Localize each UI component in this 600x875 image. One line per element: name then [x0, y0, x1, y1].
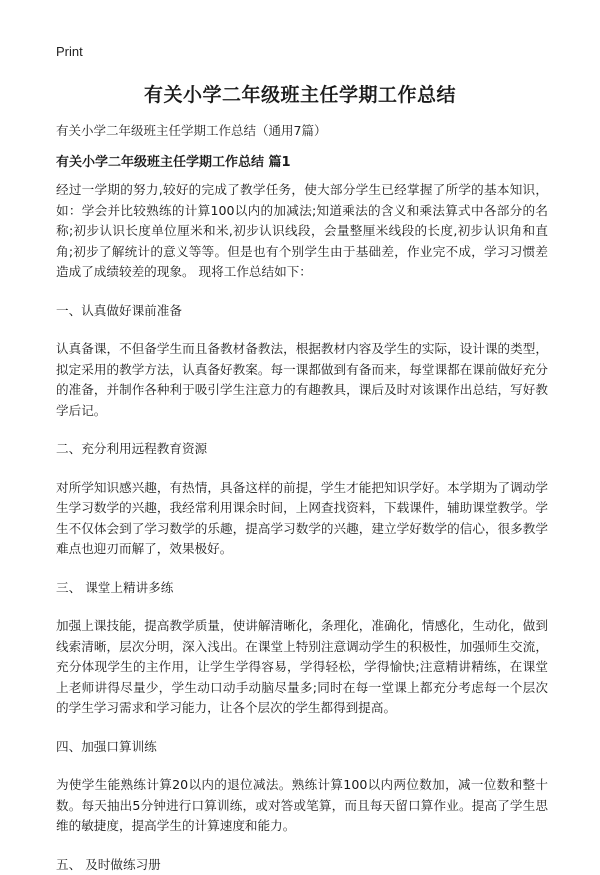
section-heading-4: 四、加强口算训练: [56, 737, 548, 758]
page-title: 有关小学二年级班主任学期工作总结: [0, 80, 600, 107]
section-heading-1: 一、认真做好课前准备: [56, 301, 548, 322]
section-body-1: 认真备课，不但备学生而且备教材备教法，根据教材内容及学生的实际，设计课的类型，拟定采用的教学方法，认真备好教案。每一课都做到有备而来，每堂课都在课前做好充分的准备，并制作各种利于吸引学生注意力的有趣教具，课后及时对该课作出总结，写好教学后记。: [56, 339, 548, 421]
section-heading-3: 三、 课堂上精讲多练: [56, 578, 548, 599]
section-heading-2: 二、充分利用远程教育资源: [56, 439, 548, 460]
section-heading-5: 五、 及时做练习册: [56, 855, 548, 875]
print-link[interactable]: Print: [56, 44, 83, 59]
article-body: [56, 180, 548, 875]
section-body-4: 为使学生能熟练计算20以内的退位减法。熟练计算100以内两位数加，减一位数和整十数。每天抽出5分钟进行口算训练，或对答或笔算，而且每天留口算作业。提高了学生思维的敏捷度，提高学生的计算速度和能力。: [56, 775, 548, 837]
article-heading: 有关小学二年级班主任学期工作总结 篇1: [56, 151, 291, 170]
intro-paragraph: 经过一学期的努力,较好的完成了教学任务，使大部分学生已经掌握了所学的基本知识，如：学会并比较熟练的计算100以内的加减法;知道乘法的含义和乘法算式中各部分的名称;初步认识长度单位厘米和米,初步认识线段，会量整厘米线段的长度,初步认识角和直角;初步了解统计的意义等等。但是也有个别学生由于基础差，作业完不成，学习习惯差造成了成绩较差的现象。 现将工作总结如下：: [56, 180, 548, 283]
section-body-3: 加强上课技能，提高教学质量，使讲解清晰化，条理化，准确化，情感化，生动化，做到线索清晰，层次分明，深入浅出。在课堂上特别注意调动学生的积极性，加强师生交流，充分体现学生的主作用，让学生学得容易，学得轻松，学得愉快;注意精讲精练，在课堂上老师讲得尽量少，学生动口动手动脑尽量多;同时在每一堂课上都充分考虑每一个层次的学生学习需求和学习能力，让各个层次的学生都得到提高。: [56, 616, 548, 719]
section-body-2: 对所学知识感兴趣，有热情，具备这样的前提，学生才能把知识学好。本学期为了调动学生学习数学的兴趣，我经常利用课余时间，上网查找资料，下载课件，辅助课堂教学。学生不仅体会到了学习数学的乐趣，提高学习数学的兴趣，建立学好数学的信心，很多教学难点也迎刃而解了，效果极好。: [56, 478, 548, 560]
document-subtitle: 有关小学二年级班主任学期工作总结（通用7篇）: [56, 121, 326, 139]
